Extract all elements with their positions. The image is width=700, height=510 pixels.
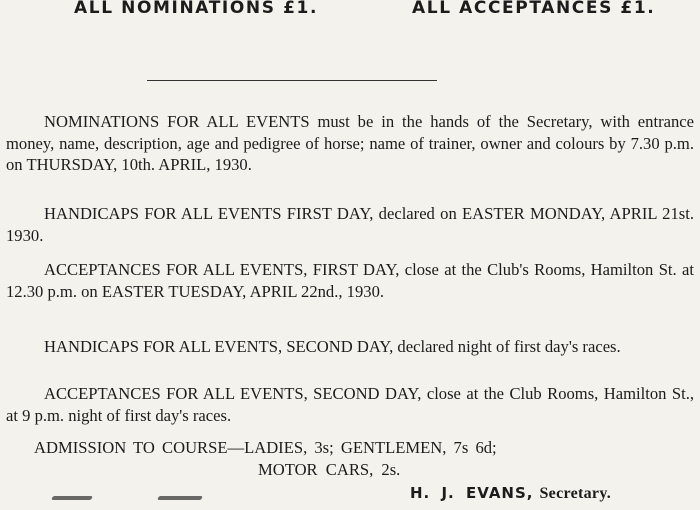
nominations-paragraph: NOMINATIONS FOR ALL EVENTS must be in the hands of the Secretary, with entrance money, name, description, age and pedigree of horse; name of trainer, owner and colours by 7.30 p.m. on THURSDAY, 10th. APRIL, 1930. bbox=[6, 112, 694, 175]
nominations-fee-heading: ALL NOMINATIONS £1. bbox=[74, 0, 319, 18]
signature-line bbox=[410, 484, 611, 503]
divider-rule bbox=[147, 80, 437, 81]
secretary-title: Secretary. bbox=[539, 485, 612, 502]
ink-smudge bbox=[157, 496, 203, 500]
acceptances-fee-heading: ALL ACCEPTANCES £1. bbox=[412, 0, 656, 18]
handicaps-first-day-paragraph: HANDICAPS FOR ALL EVENTS FIRST DAY, declared on EASTER MONDAY, APRIL 21st. 1930. bbox=[6, 204, 694, 245]
motor-cars-price: MOTOR CARS, 2s. bbox=[258, 460, 401, 479]
ink-smudge bbox=[51, 496, 93, 500]
admission-prices: ADMISSION TO COURSE—LADIES, 3s; GENTLEMEN, 7s 6d; bbox=[34, 438, 497, 457]
handicaps-second-day-paragraph: HANDICAPS FOR ALL EVENTS, SECOND DAY, declared night of first day's races. bbox=[44, 337, 621, 356]
acceptances-second-day-paragraph: ACCEPTANCES FOR ALL EVENTS, SECOND DAY, close at the Club Rooms, Hamilton St., at 9 p.m. night of first day's races. bbox=[6, 384, 694, 425]
secretary-name: H. J. EVANS, bbox=[410, 484, 534, 502]
acceptances-first-day-paragraph: ACCEPTANCES FOR ALL EVENTS, FIRST DAY, close at the Club's Rooms, Hamilton St. at 12.30 p.m. on EASTER TUESDAY, APRIL 22nd., 1930. bbox=[6, 260, 694, 301]
